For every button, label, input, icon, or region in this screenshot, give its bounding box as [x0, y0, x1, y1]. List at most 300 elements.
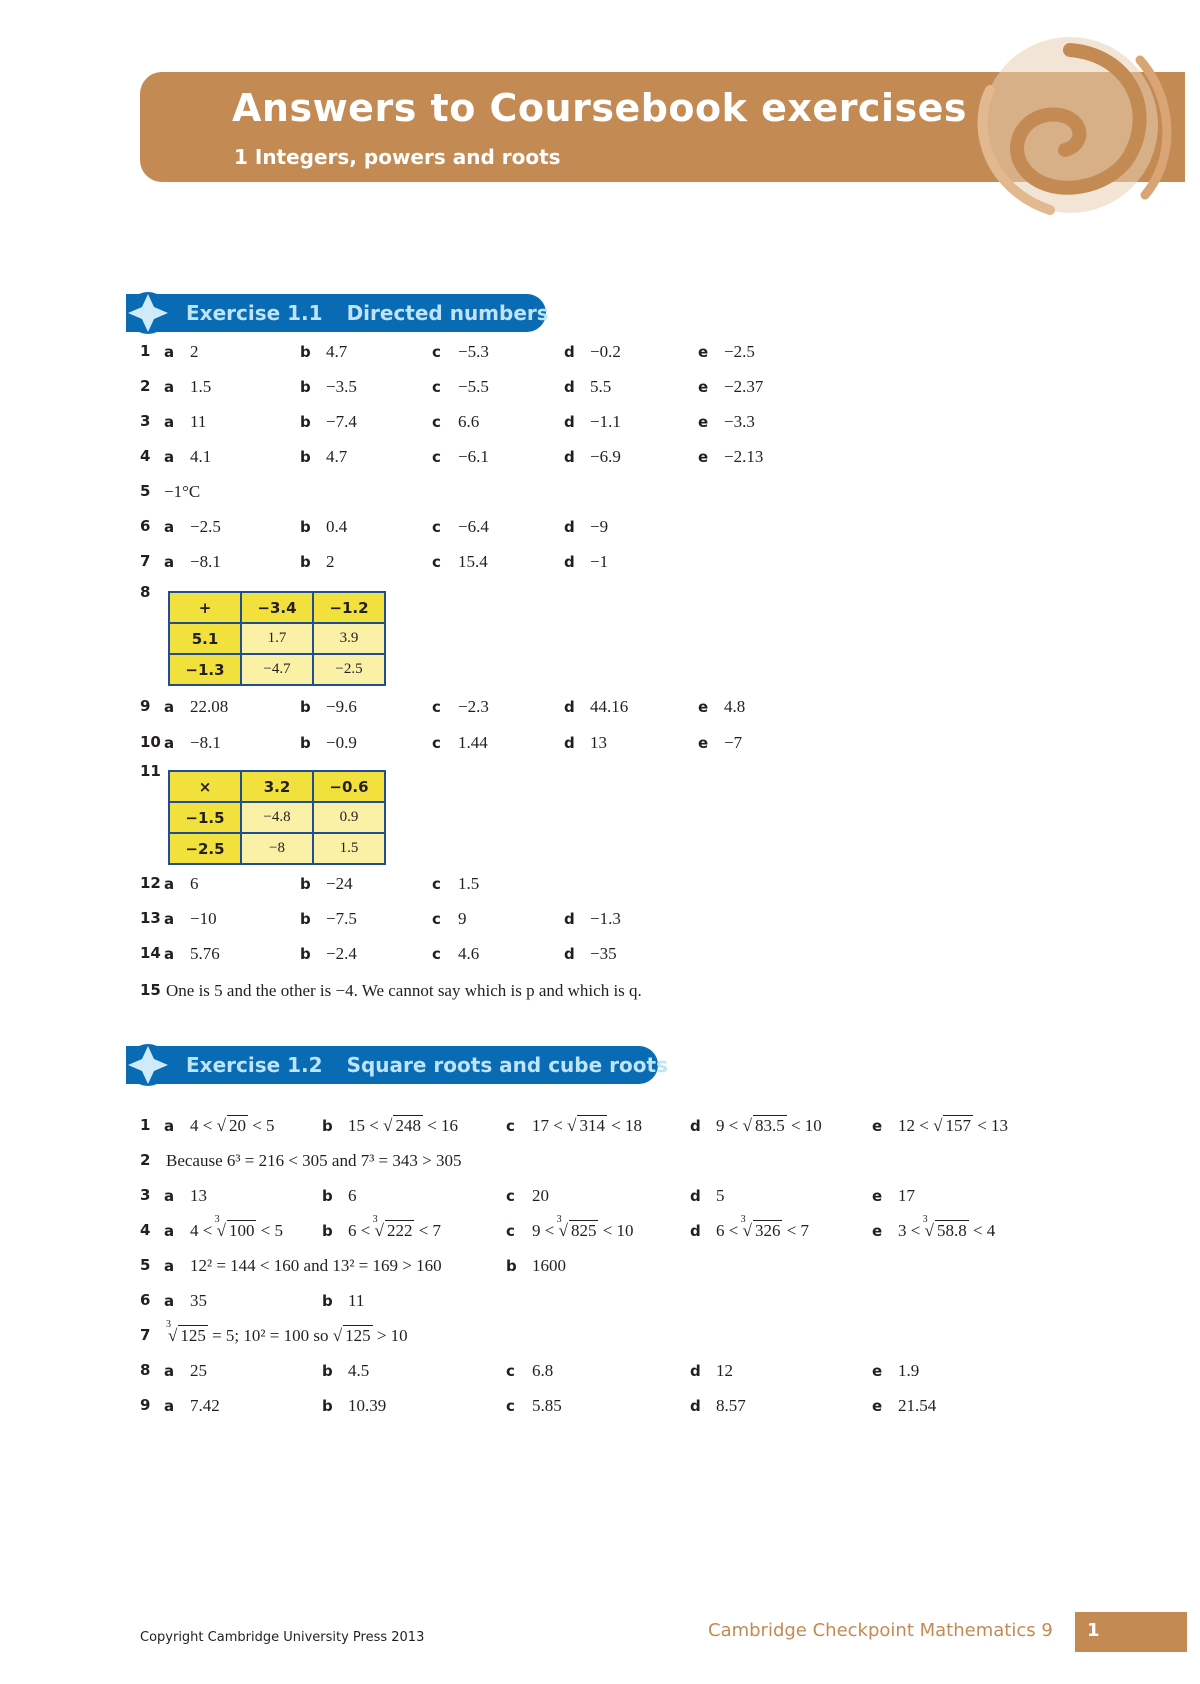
chapter-subtitle: 1 Integers, powers and roots	[234, 145, 561, 169]
answer-part	[164, 1116, 275, 1136]
radicand: 125	[180, 1326, 206, 1345]
question-number: 1	[140, 1116, 151, 1134]
part-letter: a	[164, 1257, 175, 1275]
cube-root	[740, 1214, 783, 1241]
question-number: 3	[140, 1186, 151, 1204]
part-letter: c	[506, 1362, 515, 1380]
radical-sign: √	[216, 1116, 226, 1135]
question-number: 9	[140, 1396, 151, 1414]
inequality-right: < 10	[598, 1221, 634, 1240]
inequality-right: < 16	[422, 1116, 459, 1135]
question-number: 4	[140, 447, 151, 465]
answer-part	[322, 1396, 386, 1416]
answer-value: 12² = 144 < 160 and 13² = 169 > 160	[190, 1256, 442, 1275]
radicand: 58.8	[936, 1221, 967, 1240]
part-letter: a	[164, 875, 175, 893]
swirl-logo-icon	[930, 30, 1190, 220]
answer-value: −9.6	[326, 697, 357, 716]
radical-sign: √	[332, 1326, 343, 1345]
answer-value: 1.5	[458, 874, 480, 893]
question-number: 6	[140, 517, 151, 535]
part-letter: c	[506, 1187, 515, 1205]
radical-sign: √	[742, 1116, 752, 1135]
root-index: 3	[556, 1214, 562, 1225]
answer-part	[164, 1396, 220, 1416]
answer-part	[698, 342, 755, 362]
answer-value: 1.44	[458, 733, 488, 752]
answer-part	[432, 377, 489, 397]
radicand: 20	[228, 1116, 246, 1135]
answer-value: 22.08	[190, 697, 229, 716]
answer-value: 12	[716, 1361, 733, 1380]
answer-value: 4.7	[326, 342, 348, 361]
root-index: 3	[372, 1214, 378, 1225]
part-letter: c	[506, 1397, 515, 1415]
answer-value: 11	[348, 1291, 365, 1310]
part-letter: d	[690, 1397, 701, 1415]
exercise-name: Directed numbers	[346, 301, 549, 325]
inequality-left: 4 <	[190, 1221, 217, 1240]
answer-part	[872, 1396, 936, 1416]
part-letter: a	[164, 518, 175, 536]
inequality-left: 4 <	[190, 1116, 217, 1135]
radical-sign: √	[933, 1116, 943, 1135]
table-row	[169, 802, 385, 833]
table-cell: −4.8	[241, 802, 313, 833]
answer-part	[432, 909, 467, 929]
answer-part	[300, 517, 347, 537]
answer-part	[164, 1186, 207, 1206]
answer-value: −8.1	[190, 552, 221, 571]
answer-text: One is 5 and the other is −4. We cannot say which is p and which is q.	[166, 981, 642, 1000]
root-index: 3	[740, 1214, 746, 1225]
answer-value: 4.1	[190, 447, 212, 466]
table-row	[169, 833, 385, 864]
part-letter: e	[872, 1362, 883, 1380]
answer-value: 5.5	[590, 377, 612, 396]
part-letter: b	[300, 698, 311, 716]
answer-part	[164, 733, 221, 753]
part-letter: e	[698, 413, 709, 431]
answer-part	[164, 377, 211, 397]
inequality-right: < 18	[606, 1116, 643, 1135]
answer-middle: = 5; 10² = 100 so	[207, 1326, 333, 1345]
answer-part	[300, 944, 357, 964]
table-cell: 3.2	[241, 771, 313, 802]
page-title: Answers to Coursebook exercises	[232, 86, 967, 130]
part-letter: b	[322, 1222, 333, 1240]
answer-part	[300, 733, 357, 753]
answer-value: −2.4	[326, 944, 357, 963]
question-number: 7	[140, 1326, 151, 1344]
part-letter: d	[564, 734, 575, 752]
answer-part	[564, 697, 628, 717]
part-letter: c	[432, 734, 441, 752]
part-letter: d	[690, 1187, 701, 1205]
question-number: 3	[140, 412, 151, 430]
square-root	[383, 1116, 423, 1136]
answer-value: −9	[590, 517, 609, 536]
answer-part	[164, 1256, 442, 1276]
answer-part	[322, 1291, 364, 1311]
answer-part	[322, 1116, 458, 1136]
table-row	[169, 654, 385, 685]
copyright-text: Copyright Cambridge University Press 2013	[140, 1630, 425, 1645]
answer-value: −2.37	[724, 377, 764, 396]
answer-part	[432, 552, 488, 572]
part-letter: b	[322, 1117, 333, 1135]
answer-part	[506, 1214, 634, 1241]
part-letter: a	[164, 945, 175, 963]
inequality-right: < 7	[782, 1221, 810, 1240]
answer-part	[432, 874, 479, 894]
answer-value: 4.6	[458, 944, 480, 963]
answer-part	[698, 447, 763, 467]
answer-part	[872, 1186, 915, 1206]
answer-value: 1.9	[898, 1361, 920, 1380]
answer-value: 4.5	[348, 1361, 370, 1380]
part-letter: b	[322, 1397, 333, 1415]
radicand: 248	[395, 1116, 421, 1135]
answer-value: −5.5	[458, 377, 489, 396]
answer-part	[564, 517, 608, 537]
answer-value: −7.5	[326, 909, 357, 928]
answer-value: 1.5	[190, 377, 212, 396]
part-letter: a	[164, 1397, 175, 1415]
part-letter: a	[164, 1292, 175, 1310]
inequality-right: < 4	[968, 1221, 996, 1240]
root-index: 3	[922, 1214, 928, 1225]
answer-value: 5.76	[190, 944, 220, 963]
answer-value: −2.5	[724, 342, 755, 361]
answer-value: −0.9	[326, 733, 357, 752]
question-number: 12	[140, 874, 161, 892]
cube-root	[556, 1214, 599, 1241]
table-cell: 5.1	[169, 623, 241, 654]
answer-part	[300, 909, 357, 929]
table-cell: −2.5	[313, 654, 385, 685]
answer-value: −24	[326, 874, 353, 893]
part-letter: a	[164, 553, 175, 571]
answer-value: 6.6	[458, 412, 480, 431]
answer-part	[690, 1396, 746, 1416]
answer-part	[164, 909, 217, 929]
question-number: 14	[140, 944, 161, 962]
answer-value: 15.4	[458, 552, 488, 571]
table-cell: 3.9	[313, 623, 385, 654]
answer-part	[506, 1396, 562, 1416]
part-letter: a	[164, 343, 175, 361]
radical-sign: √	[374, 1221, 384, 1240]
part-letter: b	[322, 1362, 333, 1380]
part-letter: e	[698, 734, 709, 752]
radical-sign: √	[216, 1221, 226, 1240]
radicand: 825	[570, 1221, 597, 1240]
answer-value: −3.5	[326, 377, 357, 396]
part-letter: b	[300, 448, 311, 466]
answer-part	[506, 1256, 566, 1276]
exercise-number: Exercise 1.2	[186, 1053, 323, 1077]
table-cell: 1.7	[241, 623, 313, 654]
table-cell: ×	[169, 771, 241, 802]
answer-part	[322, 1214, 442, 1241]
answer-part	[164, 412, 206, 432]
part-letter: b	[300, 945, 311, 963]
question-number: 6	[140, 1291, 151, 1309]
square-root	[743, 1116, 787, 1136]
answer-part	[564, 447, 621, 467]
answer-part	[164, 874, 199, 894]
answer-part	[164, 447, 211, 467]
part-letter: e	[698, 698, 709, 716]
question-number: 11	[140, 762, 161, 780]
answer-value: 44.16	[590, 697, 629, 716]
radicand: 83.5	[754, 1116, 785, 1135]
answer-value: 9	[458, 909, 467, 928]
part-letter: d	[564, 448, 575, 466]
answer-value: −6.1	[458, 447, 489, 466]
radical-sign: √	[567, 1116, 577, 1135]
answer-part	[506, 1116, 642, 1136]
part-letter: d	[690, 1117, 701, 1135]
answer-part	[432, 944, 479, 964]
operation-table	[168, 591, 386, 686]
answer-part	[698, 412, 755, 432]
part-letter: b	[506, 1257, 517, 1275]
answer-value: 13	[190, 1186, 207, 1205]
part-letter: e	[698, 343, 709, 361]
answer-part	[164, 1291, 207, 1311]
inequality-left: 3 <	[898, 1221, 925, 1240]
answer-text: −1°C	[164, 482, 201, 501]
answer-part	[564, 412, 621, 432]
inequality-right: < 13	[972, 1116, 1009, 1135]
square-root	[333, 1326, 373, 1346]
cube-root	[214, 1214, 257, 1241]
answer-part	[690, 1214, 810, 1241]
answer-part	[300, 377, 357, 397]
answer-value: 2	[326, 552, 335, 571]
answer-value: 20	[532, 1186, 549, 1205]
part-letter: b	[300, 875, 311, 893]
root-index: 3	[214, 1214, 220, 1225]
inequality-left: 12 <	[898, 1116, 934, 1135]
part-letter: b	[300, 378, 311, 396]
part-letter: b	[322, 1187, 333, 1205]
question-number: 1	[140, 342, 151, 360]
answer-part	[506, 1361, 553, 1381]
exercise-1-2-heading	[126, 1046, 668, 1084]
answer-part	[300, 697, 357, 717]
inequality-left: 6 <	[348, 1221, 375, 1240]
question-number: 9	[140, 697, 151, 715]
answer-part	[432, 733, 488, 753]
inequality-left: 6 <	[716, 1221, 743, 1240]
answer-value: −2.3	[458, 697, 489, 716]
part-letter: c	[432, 910, 441, 928]
table-cell: −1.2	[313, 592, 385, 623]
answer-value: 4.7	[326, 447, 348, 466]
answer-part	[564, 909, 621, 929]
radicand: 326	[754, 1221, 781, 1240]
question-number: 8	[140, 583, 151, 601]
question-number: 15	[140, 981, 161, 999]
part-letter: c	[432, 378, 441, 396]
part-letter: b	[300, 518, 311, 536]
part-letter: e	[872, 1187, 883, 1205]
radical-sign: √	[558, 1221, 568, 1240]
cube-root	[922, 1214, 969, 1241]
answer-value: −8.1	[190, 733, 221, 752]
answer-part	[564, 552, 608, 572]
answer-part	[164, 1214, 284, 1241]
part-letter: c	[432, 698, 441, 716]
answer-part	[164, 944, 220, 964]
part-letter: e	[698, 378, 709, 396]
cube-root	[372, 1214, 415, 1241]
answer-value: −7.4	[326, 412, 357, 431]
answer-part	[698, 697, 745, 717]
part-letter: a	[164, 1117, 175, 1135]
answer-value: −5.3	[458, 342, 489, 361]
answer-value: −6.4	[458, 517, 489, 536]
inequality-left: 9 <	[532, 1221, 559, 1240]
answer-part	[872, 1116, 1008, 1136]
inequality-right: < 7	[414, 1221, 442, 1240]
answer-part	[300, 874, 353, 894]
table-cell: −0.6	[313, 771, 385, 802]
answer-part	[300, 342, 347, 362]
part-letter: d	[564, 910, 575, 928]
inequality-left: 17 <	[532, 1116, 568, 1135]
table-cell: +	[169, 592, 241, 623]
inequality-left: 9 <	[716, 1116, 743, 1135]
part-letter: a	[164, 698, 175, 716]
answer-value: 10.39	[348, 1396, 387, 1415]
answer-part	[698, 377, 763, 397]
question-number: 10	[140, 733, 161, 751]
part-letter: e	[872, 1117, 883, 1135]
table-cell: −1.3	[169, 654, 241, 685]
answer-value: −2.5	[190, 517, 221, 536]
answer-part	[564, 733, 607, 753]
page-number: 1	[1087, 1620, 1100, 1641]
table-cell: 0.9	[313, 802, 385, 833]
answer-value: 0.4	[326, 517, 348, 536]
inequality-right: < 10	[786, 1116, 822, 1135]
radicand: 314	[579, 1116, 605, 1135]
exercise-number: Exercise 1.1	[186, 301, 323, 325]
book-title: Cambridge Checkpoint Mathematics 9	[708, 1620, 1053, 1641]
part-letter: e	[872, 1397, 883, 1415]
square-root	[933, 1116, 973, 1136]
table-cell: −8	[241, 833, 313, 864]
radical-sign: √	[383, 1116, 393, 1135]
answer-part	[432, 342, 489, 362]
part-letter: d	[564, 518, 575, 536]
table-cell: −1.5	[169, 802, 241, 833]
part-letter: d	[564, 378, 575, 396]
table-row	[169, 771, 385, 802]
page-number-tab	[1075, 1612, 1187, 1652]
part-letter: c	[432, 343, 441, 361]
radical-sign: √	[742, 1221, 752, 1240]
answer-value: 5.85	[532, 1396, 562, 1415]
answer-value: −1.1	[590, 412, 621, 431]
part-letter: b	[300, 343, 311, 361]
question-number: 2	[140, 377, 151, 395]
answer-part	[690, 1361, 733, 1381]
inequality-left: 15 <	[348, 1116, 384, 1135]
diamond-star-icon	[126, 292, 170, 334]
part-letter: d	[564, 553, 575, 571]
answer-value: −10	[190, 909, 217, 928]
answer-value: 1600	[532, 1256, 566, 1275]
part-letter: d	[564, 343, 575, 361]
answer-value: 8.57	[716, 1396, 746, 1415]
inequality-right: < 5	[247, 1116, 275, 1135]
root-index: 3	[166, 1319, 171, 1330]
part-letter: c	[432, 875, 441, 893]
part-letter: c	[432, 553, 441, 571]
answer-part	[300, 412, 357, 432]
answer-value: 6	[348, 1186, 357, 1205]
answer-part	[690, 1186, 725, 1206]
part-letter: d	[564, 945, 575, 963]
answer-value: 13	[590, 733, 607, 752]
answer-part	[300, 552, 335, 572]
answer-value: 35	[190, 1291, 207, 1310]
answer-part	[164, 342, 199, 362]
answer-text: Because 6³ = 216 < 305 and 7³ = 343 > 305	[166, 1151, 462, 1170]
question-number: 13	[140, 909, 161, 927]
part-letter: a	[164, 378, 175, 396]
part-letter: d	[564, 413, 575, 431]
question-number: 4	[140, 1221, 151, 1239]
answer-value: −6.9	[590, 447, 621, 466]
question-number: 2	[140, 1151, 151, 1169]
part-letter: c	[506, 1117, 515, 1135]
part-letter: b	[300, 734, 311, 752]
table-row	[169, 623, 385, 654]
answer-part	[164, 1361, 207, 1381]
part-letter: c	[432, 413, 441, 431]
radical-sign: √	[168, 1326, 178, 1345]
answer-part	[564, 342, 621, 362]
answer-part	[564, 377, 611, 397]
answer-part	[300, 447, 347, 467]
answer-part	[322, 1361, 369, 1381]
part-letter: a	[164, 1222, 175, 1240]
question-number: 8	[140, 1361, 151, 1379]
answer-part	[506, 1186, 549, 1206]
diamond-star-icon	[126, 1044, 170, 1086]
part-letter: a	[164, 448, 175, 466]
part-letter: b	[300, 553, 311, 571]
answer-value: 2	[190, 342, 199, 361]
answer-value: −3.3	[724, 412, 755, 431]
answer-text	[166, 1319, 408, 1346]
answer-value: 11	[190, 412, 207, 431]
radical-sign: √	[924, 1221, 934, 1240]
answer-value: −2.13	[724, 447, 764, 466]
square-root	[217, 1116, 248, 1136]
answer-part	[698, 733, 742, 753]
table-cell: −2.5	[169, 833, 241, 864]
answer-value: 4.8	[724, 697, 746, 716]
part-letter: d	[690, 1222, 701, 1240]
part-letter: a	[164, 413, 175, 431]
